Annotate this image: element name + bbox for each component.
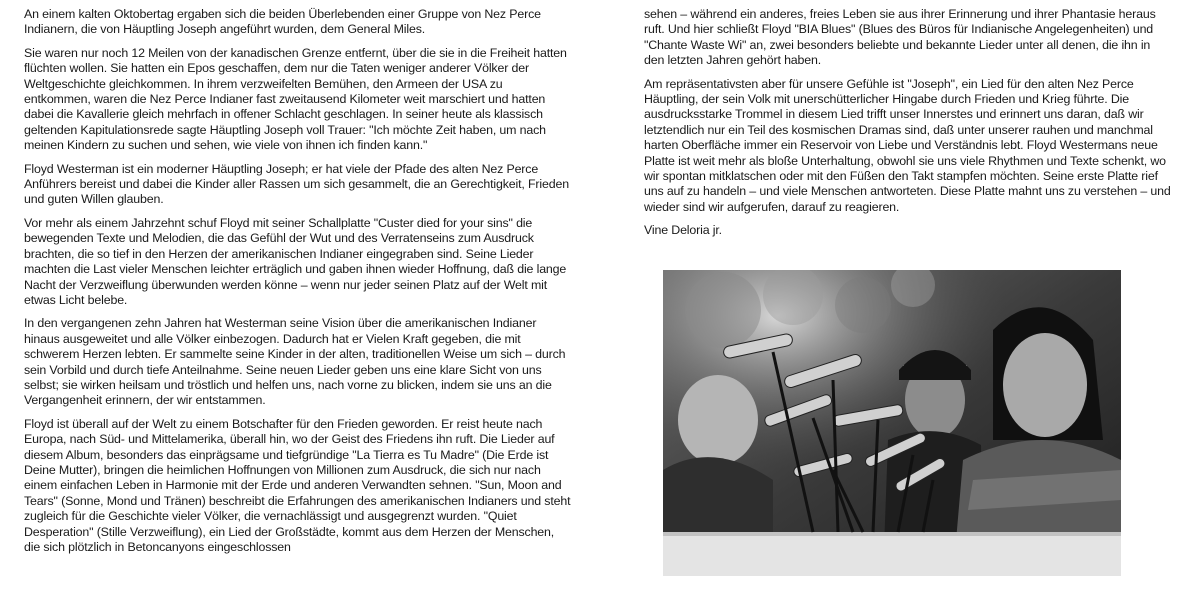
paragraph: Vor mehr als einem Jahrzehnt schuf Floyd mit seiner Schallplatte "Custer died for your sins" die bewegenden Texte und Melodien, die das Gefühl der Wut und des Verratenseins zum Ausdruck brachten, die so tief in den Herzen der amerikanischen Indianer eingegraben sind. Seine Lieder machten die Last vieler Menschen leichter erträglich und gaben ihnen wieder Hoffnung, daß die lange Nacht der Verzweiflung überwunden werden könne – wenn nur jeder seinen Platz auf der Welt mit etwas Licht belebe. (24, 215, 567, 307)
paragraph: Am repräsentativsten aber für unsere Gefühle ist "Joseph", ein Lied für den alten Nez Perce Häuptling, der sein Volk mit unerschütterlicher Hingabe durch Frieden und Krieg führte. Die ausdrucksstarke Trommel in diesem Lied trifft unser Innerstes und erinnert uns daran, daß wir letztendlich nur ein Teil des kosmischen Dramas sind, daß unter unserer rauhen und manchmal harten Oberfläche immer ein Reservoir von Liebe und Verständnis lebt. Floyd Westermans neue Platte ist weit mehr als bloße Unterhaltung, obwohl sie uns viele Rhythmen und Texte schenkt, wo wir spontan mitklatschen oder mit den Füßen den Takt stampfen möchten. Seine erste Platte rief uns auf zu handeln – und viele Menschen antworteten. Diese Platte mahnt uns zu verstehen – und wieder sind wir aufgerufen, darauf zu reagieren. (644, 76, 1171, 214)
paragraph: An einem kalten Oktobertag ergaben sich die beiden Überlebenden einer Gruppe von Nez Perce Indianern, die von Häuptling Joseph angeführt wurden, dem General Miles. (24, 7, 541, 37)
paragraph: Floyd ist überall auf der Welt zu einem Botschafter für den Frieden geworden. Er reist heute nach Europa, nach Süd- und Mittelamerika, überall hin, wo der Geist des Friedens ihn ruft. Die Lieder auf diesem Album, besonders das einprägsame und tiefgründige "La Tierra es Tu Madre" (Die Erde ist Deine Mutter), bringen die heimlichen Hoffnungen von Millionen zum Ausdruck, die sich nur nach einem einfachen Leben in Harmonie mit der Erde und anderen Verwandten sehnen. "Sun, Moon and Tears" (Sonne, Mond und Tränen) beschreibt die Erfahrungen des amerikanischen Indianers und steht zugleich für die Geschichte vieler Völker, die vernachlässigt und ausgegrenzt wurden. "Quiet Desperation" (Stille Verzweiflung), ein Lied der Großstädte, kommt aus dem Herzen der Menschen, die sich plötzlich in Betoncanyons eingeschlossen (24, 416, 571, 554)
right-page (600, 0, 1200, 600)
paragraph: Sie waren nur noch 12 Meilen von der kanadischen Grenze entfernt, über die sie in die Freiheit hatten flüchten wollen. Sie hatten ein Epos geschaffen, dem nur die Taten weniger anderer Völker der Weltgeschichte gleichkommen. In ihrem verzweifelten Bemühen, den Armeen der USA zu entkommen, waren die Nez Perce Indianer fast zweitausend Kilometer weit marschiert und hatten dabei die Kavallerie gleich mehrfach in offener Schlacht geschlagen. In seiner heute als klassisch geltenden Kapitulationsrede sagte Häuptling Joseph voll Trauer: "Ich möchte Zeit haben, um nach meinen Kindern zu suchen und sehen, wie viele von ihnen ich finden kann." (24, 45, 567, 153)
right-text-column (644, 7, 1172, 247)
paragraph: sehen – während ein anderes, freies Leben sie aus ihrer Erinnerung und ihrer Phantasie heraus ruft. Und hier schließt Floyd "BIA Blues" (Blues des Büros für Indianische Angelegenheiten) und "Chante Waste Wi" an, zwei besonders beliebte und bekannte Lieder unter all denen, die ihn in den letzten Jahren gehört haben. (644, 7, 1156, 68)
left-text-column (24, 7, 572, 563)
author-signature: Vine Deloria jr. (644, 223, 722, 238)
paragraph: In den vergangenen zehn Jahren hat Westerman seine Vision über die amerikanischen Indianer hinaus ausgeweitet und alle Völker einbezogen. Dadurch hat er Vielen Kraft gegeben, die mit schwerem Herzen lebten. Er sammelte seine Kinder in der alten, traditionellen Weise um sich – durch sein Vorbild und durch tiefe Anteilnahme. Seine neuen Lieder geben uns eine klare Sicht von uns selbst; sie wirken heilsam und tröstlich und helfen uns, nach vorne zu blicken, indem sie uns an die Vergangenheit erinnern, der wir entstammen. (24, 316, 566, 408)
press-conference-photo (663, 270, 1121, 576)
paragraph: Floyd Westerman ist ein moderner Häuptling Joseph; er hat viele der Pfade des alten Nez Perce Anführers bereist und dabei die Kinder aller Rassen um sich gesammelt, die an Gerechtigkeit, Frieden und guten Willen glauben. (24, 161, 569, 207)
photo-illustration (663, 270, 1121, 576)
